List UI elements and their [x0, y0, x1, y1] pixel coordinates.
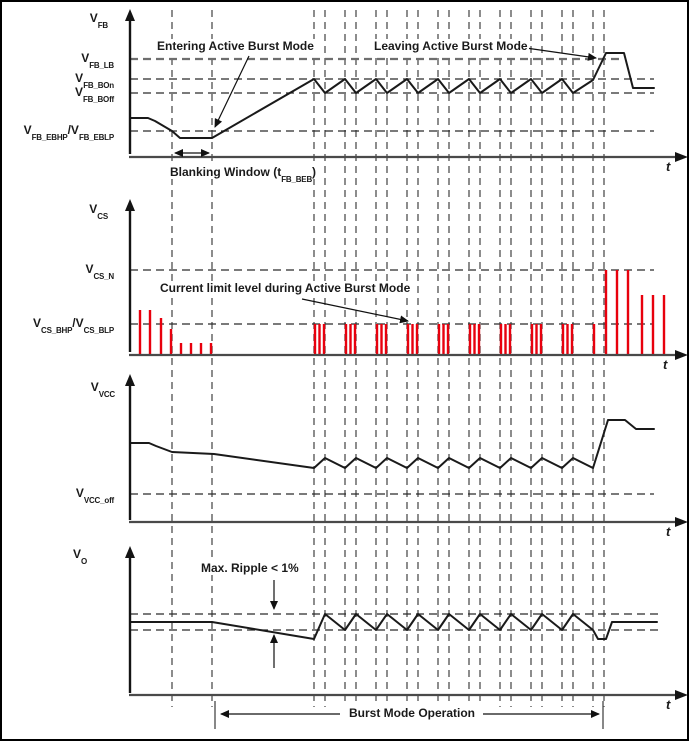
level-label-vfb-lb: $V_{FB\_LB}$	[81, 51, 114, 70]
current-limit-arrow	[302, 299, 408, 321]
vfb-t-label: t	[666, 159, 671, 174]
entering-burst-annotation: Entering Active Burst Mode	[157, 39, 314, 53]
ripple-annotation: Max. Ripple < 1%	[201, 561, 299, 575]
vvcc-waveform	[130, 420, 654, 468]
vfb-waveform	[130, 53, 654, 138]
level-label-vcs-bhp-blp: $V_{CS\_BHP}/V_{CS\_BLP}$	[32, 316, 114, 335]
level-label-vfb-boff: $V_{FB\_BOff}$	[74, 85, 114, 104]
vo-y-axis-arrowhead	[125, 546, 135, 558]
level-label-vcs-n: $V_{CS\_N}$	[85, 262, 114, 281]
vo-x-axis-arrowhead	[675, 690, 688, 700]
vfb-axis-title: $V_{FB}$	[89, 11, 108, 30]
vvcc-t-label: t	[666, 524, 671, 539]
vcs-x-axis-arrowhead	[675, 350, 688, 360]
burst-mode-operation-annotation: Burst Mode Operation	[341, 706, 483, 720]
vcs-t-label: t	[663, 357, 668, 372]
level-label-vfb-bon: $V_{FB\_BOn}$	[75, 71, 114, 90]
vo-axis-title: $V_O$	[72, 547, 87, 566]
waveform-layer	[130, 10, 664, 707]
vfb-y-axis-arrowhead	[125, 9, 135, 21]
entering-burst-arrow	[215, 56, 249, 127]
vvcc-x-axis-arrowhead	[675, 517, 688, 527]
leaving-burst-annotation: Leaving Active Burst Mode	[374, 39, 528, 53]
vo-waveform	[130, 614, 657, 639]
current-limit-annotation: Current limit level during Active Burst Mode	[160, 281, 411, 295]
leaving-burst-arrow	[526, 48, 596, 58]
level-label-vfb-ebhp-eblp: $V_{FB\_EBHP}/V_{FB\_EBLP}$	[23, 123, 114, 142]
vvcc-y-axis-arrowhead	[125, 374, 135, 386]
vvcc-axis-title: $V_{VCC}$	[90, 380, 115, 399]
vcs-axis-title: $V_{CS}$	[89, 202, 108, 221]
diagram-canvas	[2, 2, 689, 741]
vfb-x-axis-arrowhead	[675, 152, 688, 162]
level-label-vvcc-off: $V_{VCC\_off}$	[75, 486, 114, 505]
blanking-window-annotation: Blanking Window $(t_{FB\_BEB})$	[170, 165, 317, 184]
vo-t-label: t	[666, 697, 671, 712]
vcs-y-axis-arrowhead	[125, 199, 135, 211]
